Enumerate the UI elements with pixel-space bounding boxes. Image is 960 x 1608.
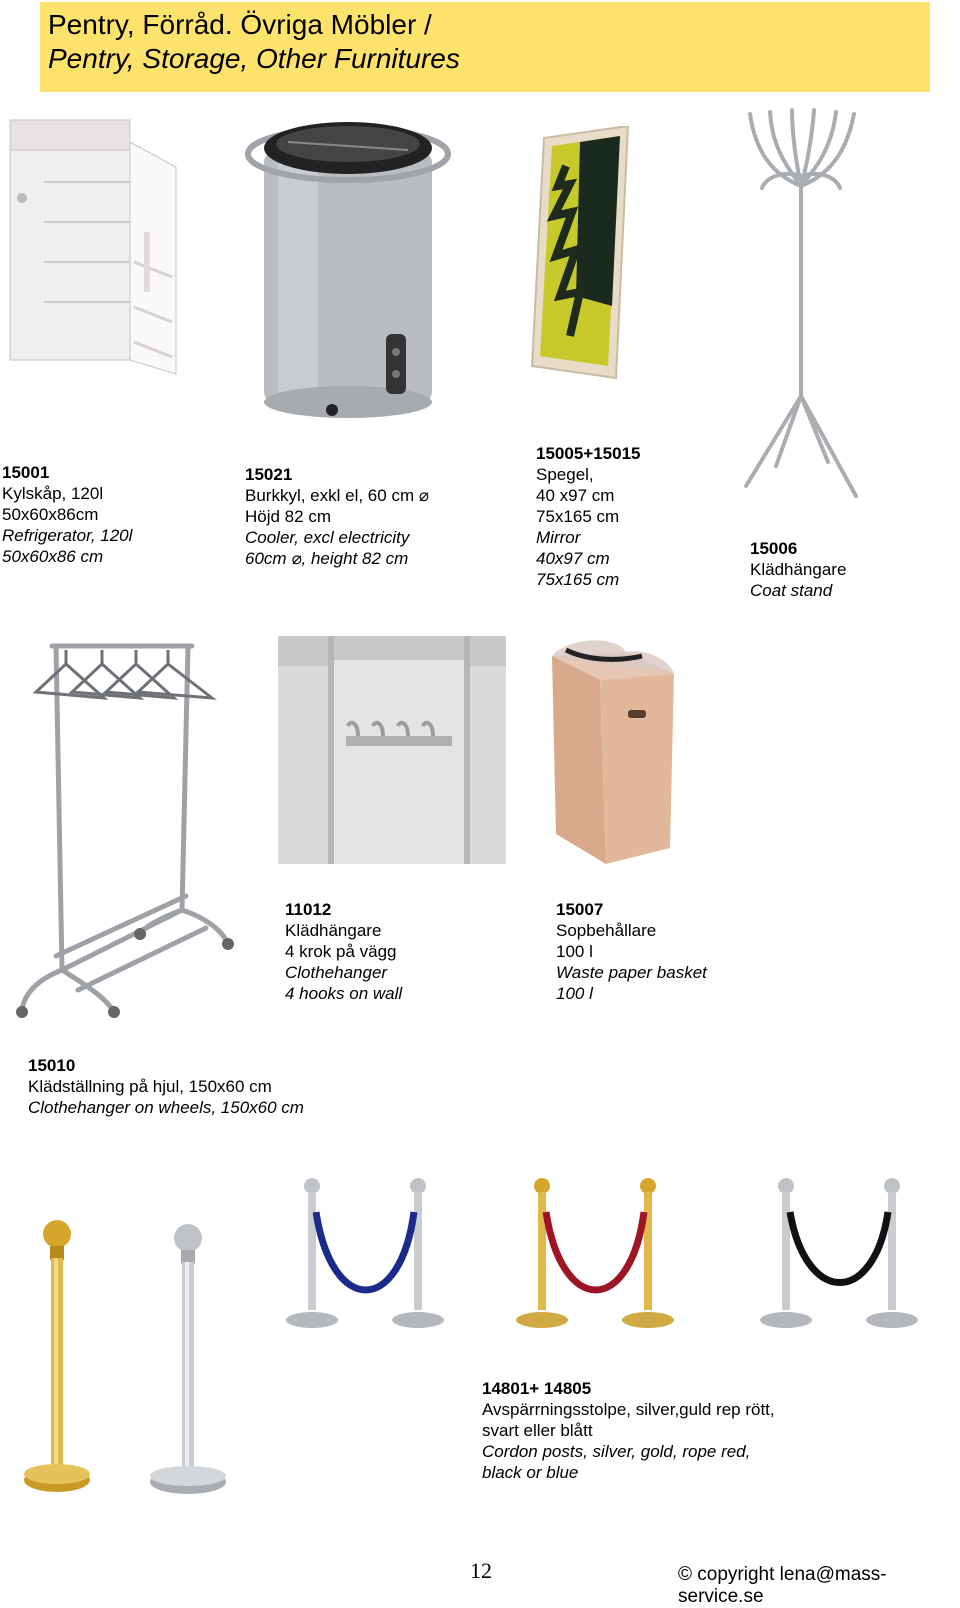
mirror-image — [530, 126, 640, 386]
product-options-en: black or blue — [482, 1463, 579, 1482]
product-15006-caption — [750, 538, 846, 601]
product-size-en: 50x60x86 cm — [2, 547, 104, 566]
product-name-en: Waste paper basket — [556, 963, 707, 982]
gold-cordon-post-image — [22, 1218, 92, 1502]
waste-basket-image — [546, 634, 678, 866]
product-size-sv: Höjd 82 cm — [245, 507, 331, 526]
product-size-sv: 50x60x86cm — [2, 505, 99, 524]
product-size2-en: 75x165 cm — [536, 570, 620, 589]
copyright-notice: © copyright lena@mass-service.se — [678, 1564, 887, 1607]
product-name-sv: Sopbehållare — [556, 921, 657, 940]
product-size-sv: 100 l — [556, 942, 593, 961]
product-11012-caption — [285, 899, 402, 1004]
silver-cordon-post-image — [146, 1222, 230, 1504]
product-options-sv: svart eller blått — [482, 1421, 593, 1440]
product-name-en: Refrigerator, 120l — [2, 526, 133, 545]
product-15005-caption — [536, 443, 640, 590]
product-name-sv: Spegel, — [536, 465, 594, 484]
header-title-en: Pentry, Storage, Other Furnitures — [48, 43, 460, 74]
product-15021-caption — [245, 464, 429, 569]
red-rope-cordon-image — [512, 1176, 678, 1336]
black-rope-cordon-image — [756, 1176, 922, 1336]
product-name-sv: Kylskåp, 120l — [2, 484, 104, 503]
product-name-en: Cordon posts, silver, gold, rope red, — [482, 1442, 751, 1461]
product-code: 15006 — [750, 539, 798, 558]
cooler-image — [238, 112, 458, 422]
product-name-en: Clothehanger — [285, 963, 388, 982]
product-code: 15021 — [245, 465, 293, 484]
refrigerator-image — [4, 112, 194, 402]
blue-rope-cordon-image — [282, 1176, 448, 1336]
product-name-sv: Klädställning på hjul, 150x60 cm — [28, 1077, 272, 1096]
product-name-sv: Burkkyl, exkl el, 60 cm ⌀ — [245, 486, 430, 505]
product-size-en: 40x97 cm — [536, 549, 610, 568]
product-name-sv: Klädhängare — [285, 921, 382, 940]
product-name-en: Coat stand — [750, 581, 833, 600]
clothes-rack-image — [16, 640, 236, 1025]
product-size-en: 60cm ⌀, height 82 cm — [245, 549, 409, 568]
product-code: 11012 — [285, 900, 332, 919]
product-code: 15005+15015 — [536, 444, 641, 463]
product-code: 14801+ 14805 — [482, 1379, 592, 1398]
product-size-en: 100 l — [556, 984, 593, 1003]
product-15010-caption — [28, 1055, 304, 1118]
product-14801-caption — [482, 1378, 775, 1483]
product-name-en: Mirror — [536, 528, 581, 547]
product-name-en: Cooler, excl electricity — [245, 528, 410, 547]
product-code: 15010 — [28, 1056, 76, 1075]
product-detail-en: 4 hooks on wall — [285, 984, 403, 1003]
product-name-sv: Avspärrningsstolpe, silver,guld rep rött, — [482, 1400, 775, 1419]
product-code: 15007 — [556, 900, 604, 919]
product-detail-sv: 4 krok på vägg — [285, 942, 397, 961]
wall-hanger-image — [278, 636, 506, 864]
coat-stand-image — [736, 106, 866, 516]
product-name-en: Clothehanger on wheels, 150x60 cm — [28, 1098, 304, 1117]
header-title-sv: Pentry, Förråd. Övriga Möbler / — [48, 9, 432, 40]
product-code: 15001 — [2, 463, 50, 482]
product-size2-sv: 75x165 cm — [536, 507, 620, 526]
product-size-sv: 40 x97 cm — [536, 486, 615, 505]
product-name-sv: Klädhängare — [750, 560, 847, 579]
product-15001-caption — [2, 462, 132, 567]
page-header — [40, 2, 930, 92]
page-number: 12 — [470, 1558, 492, 1583]
product-15007-caption — [556, 899, 707, 1004]
